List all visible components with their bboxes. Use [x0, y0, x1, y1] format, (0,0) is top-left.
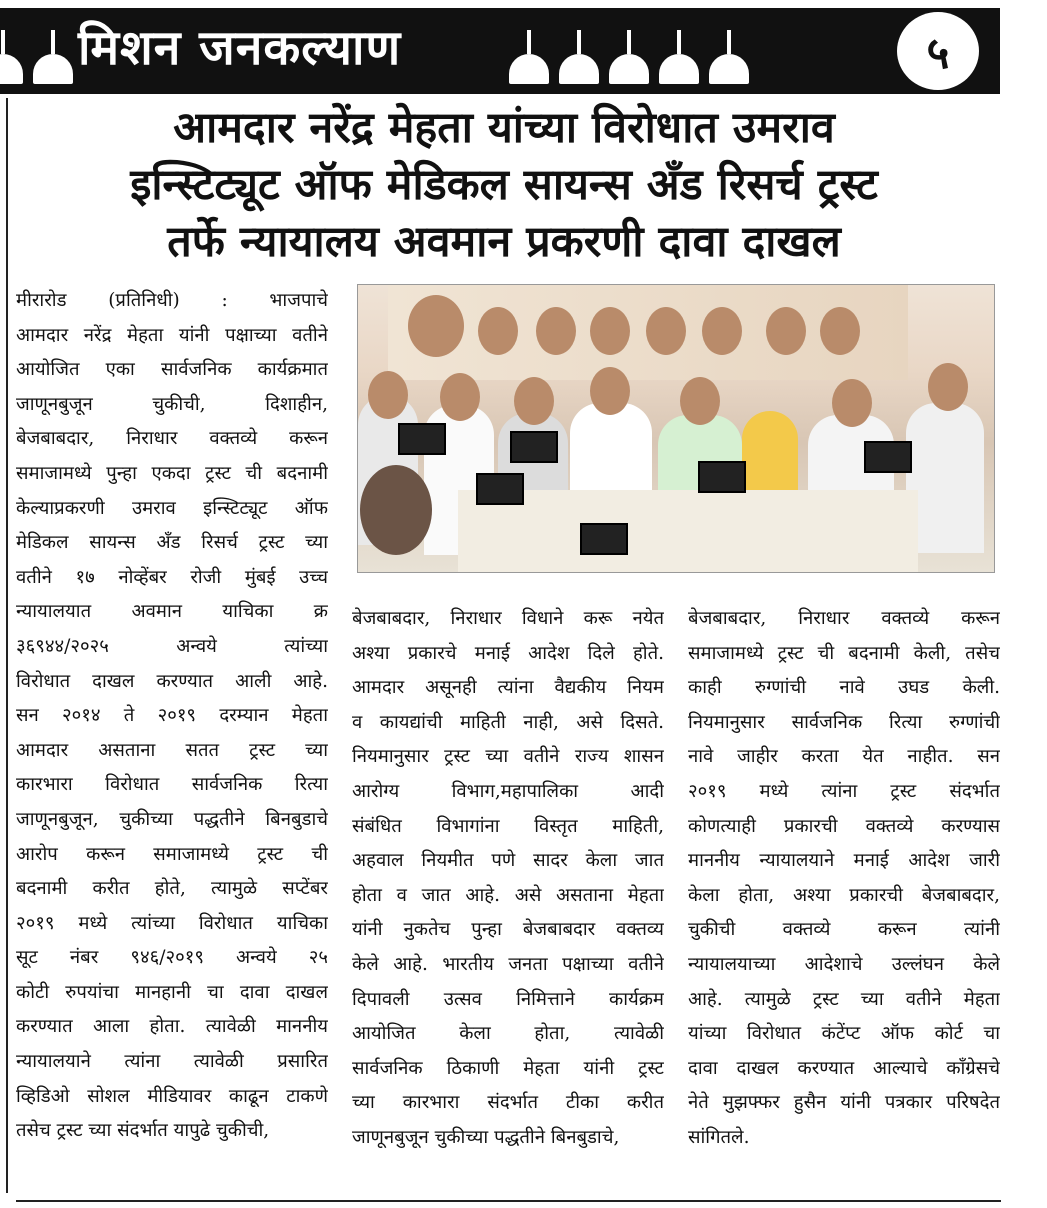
photo-face: [360, 465, 432, 555]
article-line: नियमानुसार ट्रस्ट च्या वतीने राज्य शासन: [352, 746, 664, 768]
photo-face: [478, 307, 518, 355]
article-line: संबंधित विभागांना विस्तृत माहिती,: [352, 815, 664, 837]
dome-icon: [656, 26, 702, 84]
article-line: न्यायालयात अवमान याचिका क्र: [16, 601, 328, 623]
article-line: आमदार असताना सतत ट्रस्ट च्या: [16, 739, 328, 761]
phone-icon: [698, 461, 746, 493]
article-line: कोणत्याही प्रकारची वक्तव्ये करण्यास: [688, 815, 1000, 837]
article-line: ३६९४४/२०२५ अन्वये त्यांच्या: [16, 635, 328, 657]
article-line: २०१९ मध्ये त्यांना ट्रस्ट संदर्भात: [688, 780, 1000, 802]
photo-face: [536, 307, 576, 355]
photo-face: [408, 295, 464, 357]
article-line: जाणूनबुजून चुकीची, दिशाहीन,: [16, 393, 328, 415]
dome-icon: [30, 26, 76, 84]
article-line: आरोग्य विभाग,महापालिका आदी: [352, 780, 664, 802]
article-line: माननीय न्यायालयाने मनाई आदेश जारी: [688, 850, 1000, 872]
page-bottom-rule: [16, 1200, 1001, 1202]
article-line: नेते मुझफ्फर हुसैन यांनी पत्रकार परिषदेत: [688, 1092, 1000, 1114]
headline-line: तर्फे न्यायालय अवमान प्रकरणी दावा दाखल: [167, 217, 841, 267]
article-line: समाजामध्ये पुन्हा एकदा ट्रस्ट ची बदनामी: [16, 462, 328, 484]
article-line: आरोप करून समाजामध्ये ट्रस्ट ची: [16, 843, 328, 865]
column-rule: [6, 98, 8, 1193]
article-line: यांनी नुकतेच पुन्हा बेजबाबदार वक्तव्य: [352, 919, 664, 941]
photo-face: [820, 307, 860, 355]
press-conference-photo: [357, 284, 995, 573]
article-line: अहवाल नियमीत पणे सादर केला जात: [352, 850, 664, 872]
dome-icon: [706, 26, 752, 84]
article-line: नियमानुसार सार्वजनिक रित्या रुग्णांची: [688, 711, 1000, 733]
article-headline: [14, 100, 994, 271]
headline-line: इन्स्टिट्यूट ऑफ मेडिकल सायन्स अँड रिसर्च ट्रस्ट: [130, 160, 878, 210]
photo-face: [514, 377, 554, 425]
dome-icon: [606, 26, 652, 84]
article-line: अश्या प्रकारचे मनाई आदेश दिले होते.: [352, 642, 664, 664]
phone-icon: [398, 423, 446, 455]
dome-ornament-right: [506, 26, 752, 84]
article-line: होता व जात आहे. असे असताना मेहता: [352, 884, 664, 906]
article-line: बदनामी करीत होते, त्यामुळे सप्टेंबर: [16, 878, 328, 900]
section-banner: [0, 8, 1000, 94]
article-line: केला होता, अश्या प्रकारची बेजबाबदार,: [688, 884, 1000, 906]
headline-line: आमदार नरेंद्र मेहता यांच्या विरोधात उमराव: [173, 103, 835, 153]
article-line: आहे. त्यामुळे ट्रस्ट च्या वतीने मेहता: [688, 988, 1000, 1010]
article-line: बेजबाबदार, निराधार वक्तव्ये करून: [16, 428, 328, 450]
article-line: २०१९ मध्ये त्यांच्या विरोधात याचिका: [16, 912, 328, 934]
article-line: नावे जाहीर करता येत नाहीत. सन: [688, 746, 1000, 768]
phone-icon: [864, 441, 912, 473]
dome-ornament-left: [0, 26, 76, 84]
article-line: आयोजित एका सार्वजनिक कार्यक्रमात: [16, 359, 328, 381]
page-number-badge: ५: [897, 12, 979, 90]
article-line: कोटी रुपयांचा मानहानी चा दावा दाखल: [16, 981, 328, 1003]
article-line: केल्याप्रकरणी उमराव इन्स्टिट्यूट ऑफ: [16, 497, 328, 519]
photo-face: [646, 307, 686, 355]
article-column-3: [688, 602, 1000, 1156]
article-line: विरोधात दाखल करण्यात आली आहे.: [16, 670, 328, 692]
article-line: दिपावली उत्सव निमित्ताने कार्यक्रम: [352, 988, 664, 1010]
article-line: मीरारोड (प्रतिनिधी) : भाजपाचे: [16, 290, 328, 311]
article-line: मेडिकल सायन्स अँड रिसर्च ट्रस्ट च्या: [16, 532, 328, 554]
article-line: समाजामध्ये ट्रस्ट ची बदनामी केली, तसेच: [688, 642, 1000, 664]
photo-face: [440, 373, 480, 421]
photo-table: [458, 490, 918, 572]
dome-icon: [556, 26, 602, 84]
article-line: बेजबाबदार, निराधार विधाने करू नयेत: [352, 608, 664, 629]
article-line: सांगितले.: [688, 1126, 750, 1148]
article-line: काही रुग्णांची नावे उघड केली.: [688, 677, 1000, 699]
article-line: न्यायालयाने त्यांना त्यावेळी प्रसारित: [16, 1051, 328, 1073]
photo-face: [680, 377, 720, 425]
article-line: आयोजित केला होता, त्यावेळी: [352, 1023, 664, 1045]
article-line: यांच्या विरोधात कंटेंप्ट ऑफ कोर्ट चा: [688, 1023, 1000, 1045]
photo-face: [590, 307, 630, 355]
article-line: कारभारा विरोधात सार्वजनिक रित्या: [16, 774, 328, 796]
article-line: सूट नंबर ९४६/२०१९ अन्वये २५: [16, 947, 328, 969]
article-line: जाणूनबुजून चुकीच्या पद्धतीने बिनबुडाचे,: [352, 1126, 620, 1148]
article-line: चुकीची वक्तव्ये करून त्यांनी: [688, 919, 1000, 941]
article-column-2: [352, 602, 664, 1156]
article-line: न्यायालयाच्या आदेशाचे उल्लंघन केले: [688, 953, 1000, 975]
article-line: व कायद्यांची माहिती नाही, असे दिसते.: [352, 711, 664, 733]
photo-face: [766, 307, 806, 355]
article-line: आमदार नरेंद्र मेहता यांनी पक्षाच्या वतीने: [16, 324, 328, 346]
article-line: बेजबाबदार, निराधार वक्तव्ये करून: [688, 608, 1000, 629]
article-column-1: [16, 284, 328, 1149]
phone-icon: [580, 523, 628, 555]
article-line: जाणूनबुजून, चुकीच्या पद्धतीने बिनबुडाचे: [16, 808, 328, 830]
dome-icon: [0, 26, 26, 84]
section-title: मिशन जनकल्याण: [78, 20, 402, 76]
photo-face: [702, 307, 742, 355]
article-line: दावा दाखल करण्यात आल्याचे काँग्रेसचे: [688, 1057, 1000, 1079]
photo-face: [832, 379, 872, 427]
phone-icon: [476, 473, 524, 505]
dome-icon: [506, 26, 552, 84]
photo-face: [590, 367, 630, 415]
article-line: आमदार असूनही त्यांना वैद्यकीय नियम: [352, 677, 664, 699]
article-line: केले आहे. भारतीय जनता पक्षाच्या वतीने: [352, 953, 664, 975]
article-line: करण्यात आला होता. त्यावेळी माननीय: [16, 1016, 328, 1038]
article-line: च्या कारभारा संदर्भात टीका करीत: [352, 1092, 664, 1114]
photo-face: [928, 363, 968, 411]
article-line: सन २०१४ ते २०१९ दरम्यान मेहता: [16, 705, 328, 727]
article-line: तसेच ट्रस्ट च्या संदर्भात यापुढे चुकीची,: [16, 1120, 270, 1142]
article-line: व्हिडिओ सोशल मीडियावर काढून टाकणे: [16, 1085, 328, 1107]
article-line: सार्वजनिक ठिकाणी मेहता यांनी ट्रस्ट: [352, 1057, 664, 1079]
article-line: वतीने १७ नोव्हेंबर रोजी मुंबई उच्च: [16, 566, 328, 588]
phone-icon: [510, 431, 558, 463]
photo-face: [368, 371, 408, 419]
